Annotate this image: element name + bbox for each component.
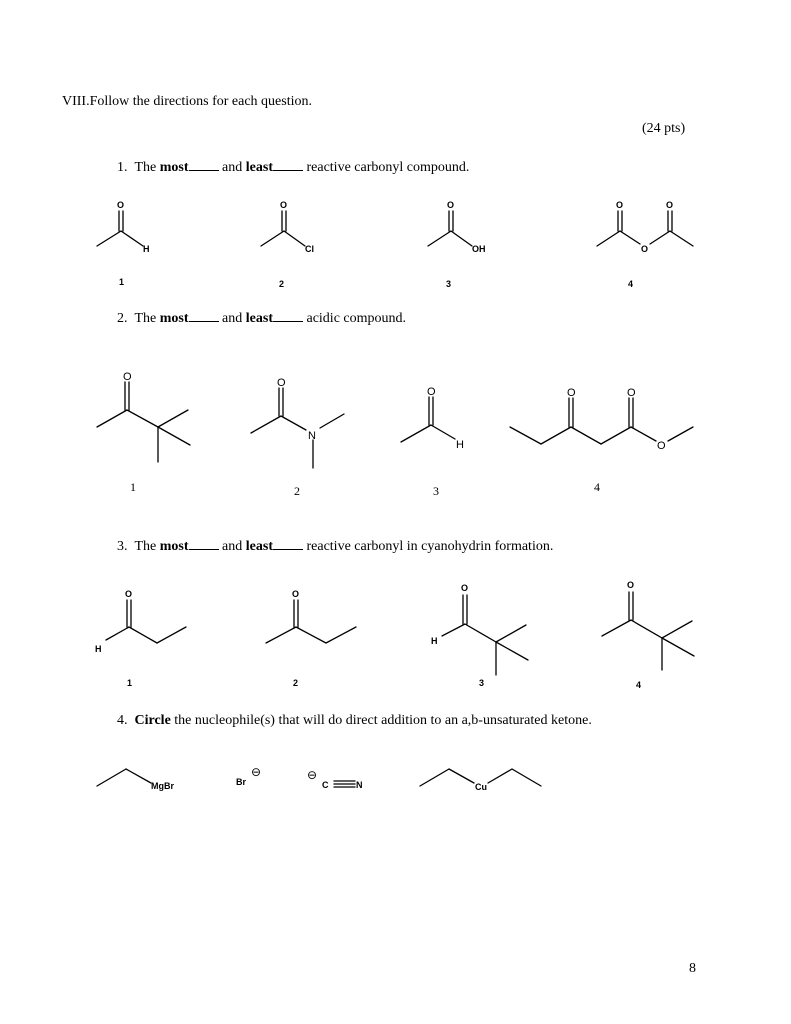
q3m3-h: H [431,636,438,646]
q1m2-cl: Cl [305,244,314,254]
q2m1-o: O [123,371,132,383]
q1-label-4: 4 [628,279,634,289]
q3m1-h: H [95,644,102,654]
q1m2-o: O [280,200,288,210]
q2-text: 2. The most and least acidic compound. [117,311,407,326]
q4-grignard [97,769,151,786]
q2-label-3: 3 [433,484,439,498]
q2-label-4: 4 [594,480,600,494]
q4-cu: Cu [475,782,487,792]
q4-cyanide-bonds [334,781,355,787]
page-number: 8 [689,961,696,976]
q3-text: 3. The most and least reactive carbonyl in cyanohydrin formation. [117,539,554,554]
q4-br-minus: ⊖ [251,765,262,779]
q3-label-3: 3 [479,678,485,688]
q2-molecule-2 [251,388,344,468]
q3-molecule-2 [266,600,356,643]
q1m4-o3: O [641,244,649,254]
q1m3-oh: OH [472,244,486,254]
q1-text: 1. The most and least reactive carbonyl compound. [117,160,470,175]
q2-molecule-1 [97,382,190,462]
q3-label-1: 1 [127,678,133,688]
q3-label-4: 4 [636,680,642,690]
points: (24 pts) [642,121,686,136]
q4-n: N [356,780,363,790]
q2m3-o: O [427,386,436,398]
q3-molecule-1 [106,600,186,643]
q1m1-o: O [117,200,125,210]
q2m3-h: H [456,439,464,451]
q2-molecule-4 [510,398,693,444]
q2m4-o2: O [627,387,636,399]
q3m3-o: O [461,583,469,593]
q4-cn-minus: ⊖ [307,768,318,782]
q3-label-2: 2 [293,678,299,688]
q1-label-2: 2 [279,279,285,289]
q1m3-o: O [447,200,455,210]
q1-molecule-4 [597,211,693,246]
section-title: VIII.Follow the directions for each question. [62,94,312,109]
q4-mgbr: MgBr [151,781,174,791]
q4-br: Br [236,777,247,787]
q1-label-3: 3 [446,279,452,289]
q3m4-o: O [627,580,635,590]
q3m2-o: O [292,589,300,599]
q1-molecule-2 [261,211,305,246]
q2-molecule-3 [401,397,455,442]
q3-molecule-4 [602,592,694,670]
q2-label-1: 1 [130,480,136,494]
q2m2-n: N [308,430,316,442]
q2m4-o1: O [567,387,576,399]
q3m1-o: O [125,589,133,599]
q2m4-o3: O [657,440,666,452]
q1-label-1: 1 [119,277,125,287]
q3-molecule-3 [442,595,528,675]
q4-c: C [322,780,329,790]
q1m4-o2: O [666,200,674,210]
q2m2-o: O [277,377,286,389]
q1m4-o1: O [616,200,624,210]
q1-molecule-3 [428,211,472,246]
q2-label-2: 2 [294,484,300,498]
q1-molecule-1 [97,211,143,246]
q4-text: 4. Circle the nucleophile(s) that will do direct addition to an a,b-unsaturated ketone. [117,713,592,728]
q1m1-h: H [143,244,150,254]
